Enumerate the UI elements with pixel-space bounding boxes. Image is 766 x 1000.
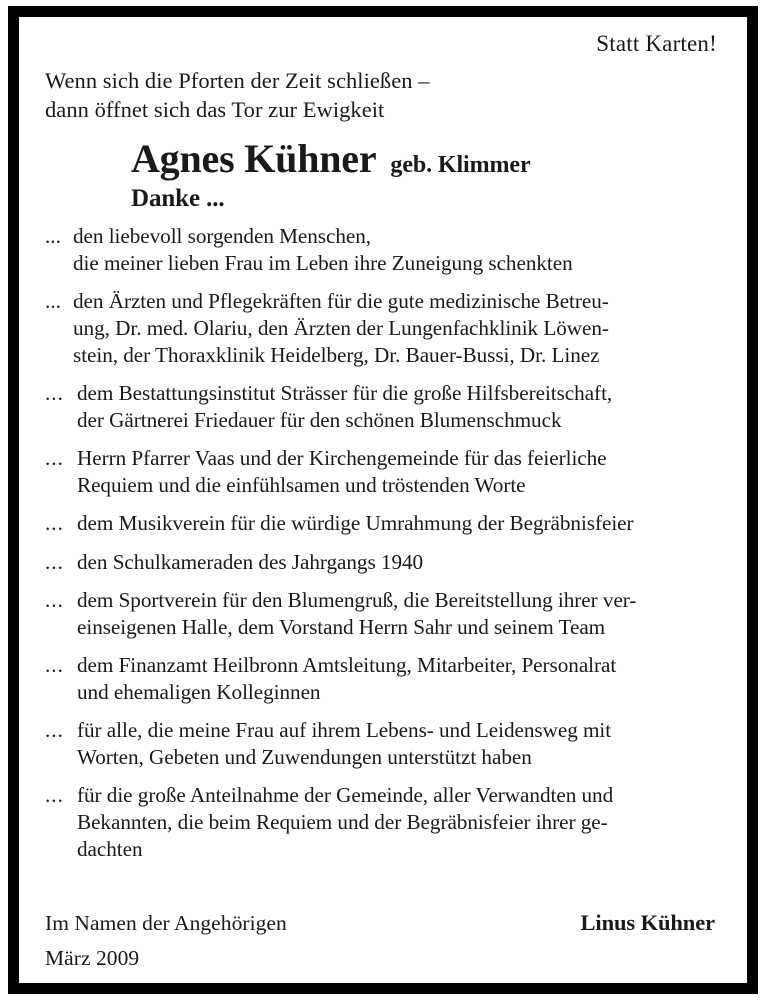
- epigraph: [45, 67, 723, 125]
- on-behalf-of-text: Im Namen der Angehörigen: [45, 911, 287, 936]
- notice-footer: [45, 904, 723, 973]
- signature-name: Linus Kühner: [580, 910, 715, 936]
- black-border-frame: [8, 6, 758, 994]
- thanks-line: dem Bestattungsinstitut Strässer für die große Hilfsbereitschaft,: [77, 380, 613, 405]
- thanks-line: dem Sportverein für den Blumengruß, die Bereitstellung ihrer ver-: [77, 587, 637, 612]
- thanks-list: [45, 223, 723, 904]
- thanks-line: den liebevoll sorgenden Menschen,: [73, 223, 372, 248]
- deceased-name-block: [45, 135, 723, 181]
- thanks-line: den Schulkameraden des Jahrgangs 1940: [77, 549, 424, 574]
- thanks-line: ung, Dr. med. Olariu, den Ärzten der Lungenfachklinik Löwen-: [73, 315, 609, 340]
- thanks-item-text: [77, 717, 723, 771]
- thanks-item-text: [77, 652, 723, 706]
- epigraph-line-1: Wenn sich die Pforten der Zeit schließen –: [45, 68, 430, 94]
- notice-sheet: [19, 17, 747, 983]
- ellipsis-marker: ...: [45, 718, 64, 743]
- thanks-line: der Gärtnerei Friedauer für den schönen Blumenschmuck: [77, 407, 562, 432]
- thanks-line: für alle, die meine Frau auf ihrem Lebens- und Leidensweg mit: [77, 718, 612, 743]
- ellipsis-marker: ...: [45, 549, 64, 574]
- deceased-name: Agnes Kühner: [131, 135, 377, 181]
- thanks-item: [45, 652, 723, 706]
- thanks-item-text: [77, 549, 723, 576]
- footer-signature-row: [45, 908, 723, 938]
- ellipsis-marker: ...: [45, 446, 64, 471]
- thanks-line: die meiner lieben Frau im Leben ihre Zuneigung schenkten: [73, 250, 573, 275]
- thanks-item: [45, 587, 723, 641]
- thanks-line: stein, der Thoraxklinik Heidelberg, Dr. Bauer-Bussi, Dr. Linez: [73, 342, 600, 367]
- thanks-item-text: [77, 782, 723, 862]
- thanks-line: Herrn Pfarrer Vaas und der Kirchengemeinde für das feierliche: [77, 446, 607, 471]
- thanks-item-text: [73, 288, 723, 368]
- thanks-line: einseigenen Halle, dem Vorstand Herrn Sahr und seinem Team: [77, 614, 606, 639]
- statt-karten-note: Statt Karten!: [596, 31, 717, 56]
- notice-date: März 2009: [45, 946, 140, 971]
- thanks-heading: Danke ...: [131, 184, 225, 212]
- thanks-item-text: [73, 223, 723, 277]
- thanks-line: dem Musikverein für die würdige Umrahmung der Begräbnisfeier: [77, 511, 634, 536]
- thanks-item: [45, 380, 723, 434]
- thanks-line: für die große Anteilnahme der Gemeinde, aller Verwandten und: [77, 783, 614, 808]
- thanks-item: [45, 717, 723, 771]
- ellipsis-marker: ...: [45, 380, 64, 405]
- thanks-item-text: [77, 380, 723, 434]
- thanks-item: [45, 782, 723, 862]
- thanks-line: Requiem und die einfühlsamen und tröstenden Worte: [77, 472, 526, 497]
- thanks-line: den Ärzten und Pflegekräften für die gute medizinische Betreu-: [73, 289, 609, 314]
- ellipsis-marker: ...: [45, 223, 61, 248]
- ellipsis-marker: ...: [45, 587, 64, 612]
- deceased-maiden-name: geb. Klimmer: [390, 151, 531, 178]
- thanks-line: dem Finanzamt Heilbronn Amtsleitung, Mitarbeiter, Personalrat: [77, 652, 617, 677]
- thanks-line: Worten, Gebeten und Zuwendungen unterstützt haben: [77, 744, 532, 769]
- ellipsis-marker: ...: [45, 511, 64, 536]
- thanks-item-text: [77, 587, 723, 641]
- thanks-item-text: [77, 510, 723, 537]
- thanks-item: [45, 445, 723, 499]
- epigraph-line-2: dann öffnet sich das Tor zur Ewigkeit: [45, 97, 385, 123]
- ellipsis-marker: ...: [45, 289, 61, 314]
- thanks-item: [45, 510, 723, 537]
- ellipsis-marker: ...: [45, 652, 64, 677]
- thanks-line: dachten: [77, 836, 143, 861]
- thanks-line: und ehemaligen Kolleginnen: [77, 679, 321, 704]
- ellipsis-marker: ...: [45, 783, 64, 808]
- thanks-item: [45, 223, 723, 277]
- thanks-line: Bekannten, die beim Requiem und der Begräbnisfeier ihrer ge-: [77, 810, 608, 835]
- thanks-item-text: [77, 445, 723, 499]
- thanks-item: [45, 288, 723, 368]
- thanks-item: [45, 549, 723, 576]
